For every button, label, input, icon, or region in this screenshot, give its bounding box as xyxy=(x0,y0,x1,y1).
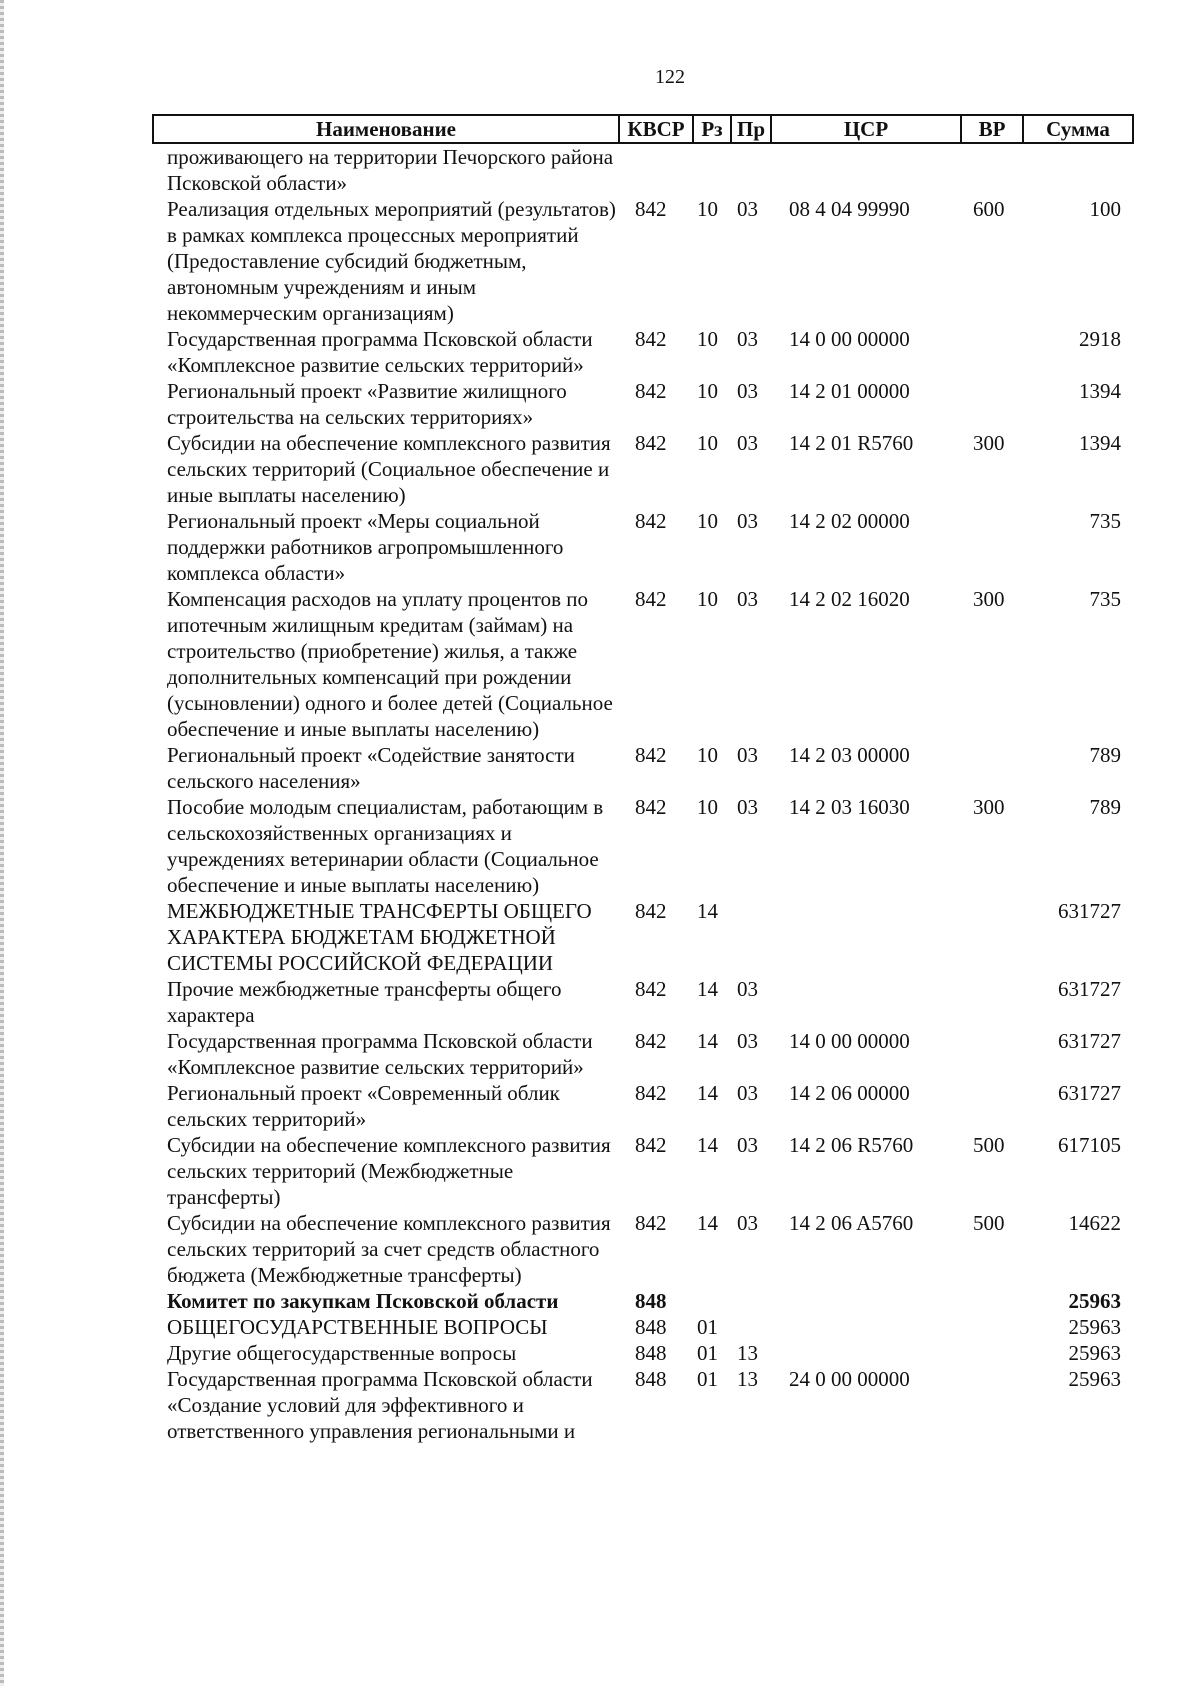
cell-pr: 03 xyxy=(737,1211,758,1235)
cell-pr xyxy=(731,143,771,196)
cell-vr xyxy=(961,143,1023,196)
cell-rz: 10 xyxy=(697,795,718,819)
header-pr: Пр xyxy=(731,115,771,143)
cell-sum: 25963 xyxy=(1068,1367,1121,1391)
cell-vr xyxy=(961,326,1023,378)
cell-name: Субсидии на обеспечение комплексного развития сельских территорий за счет средств областного бюджета (Межбюджетные трансферты) xyxy=(167,1211,611,1287)
header-sum: Сумма xyxy=(1023,115,1133,143)
cell-csr: 14 2 01 00000 xyxy=(789,379,910,403)
cell-kvsr: 842 xyxy=(635,197,667,221)
cell-name: Региональный проект «Современный облик сельских территорий» xyxy=(167,1081,560,1131)
cell-csr: 14 2 03 16030 xyxy=(789,795,910,819)
cell-name: Прочие межбюджетные трансферты общего характера xyxy=(167,977,562,1027)
cell-name: Компенсация расходов на уплату процентов по ипотечным жилищным кредитам (займам) на строительство (приобретение) жилья, а также дополнительных компенсаций при рождении (усыновлении) одного и более детей (Социальное обеспечение и иные выплаты населению) xyxy=(167,587,613,741)
header-kvsr: КВСР xyxy=(619,115,693,143)
cell-pr: 03 xyxy=(737,795,758,819)
cell-csr: 14 2 06 R5760 xyxy=(789,1133,914,1157)
table-row xyxy=(153,508,1133,586)
cell-vr: 500 xyxy=(973,1211,1005,1235)
cell-kvsr: 842 xyxy=(635,977,667,1001)
cell-name: Другие общегосударственные вопросы xyxy=(167,1341,517,1365)
cell-sum: 25963 xyxy=(1068,1315,1121,1339)
cell-sum: 631727 xyxy=(1058,1081,1121,1105)
header-csr: ЦСР xyxy=(771,115,961,143)
cell-sum: 631727 xyxy=(1058,977,1121,1001)
cell-csr xyxy=(771,1314,961,1340)
cell-vr: 300 xyxy=(973,431,1005,455)
header-rz: Рз xyxy=(693,115,731,143)
cell-vr xyxy=(961,508,1023,586)
cell-kvsr: 842 xyxy=(635,1133,667,1157)
cell-vr xyxy=(961,976,1023,1028)
cell-pr xyxy=(731,898,771,976)
cell-rz: 10 xyxy=(697,509,718,533)
cell-rz: 01 xyxy=(697,1341,718,1365)
table-row xyxy=(153,976,1133,1028)
table-row xyxy=(153,1366,1133,1444)
cell-sum: 631727 xyxy=(1058,899,1121,923)
table-row xyxy=(153,378,1133,430)
cell-pr: 03 xyxy=(737,1081,758,1105)
cell-csr: 14 2 06 A5760 xyxy=(789,1211,914,1235)
cell-name: Комитет по закупкам Псковской области xyxy=(167,1289,559,1313)
table-row xyxy=(153,143,1133,196)
cell-csr: 14 2 01 R5760 xyxy=(789,431,914,455)
cell-rz: 01 xyxy=(697,1315,718,1339)
cell-pr: 03 xyxy=(737,587,758,611)
header-name: Наименование xyxy=(153,115,619,143)
cell-kvsr: 848 xyxy=(635,1341,667,1365)
cell-rz: 10 xyxy=(697,431,718,455)
cell-pr: 03 xyxy=(737,1029,758,1053)
cell-vr: 300 xyxy=(973,795,1005,819)
cell-sum: 1394 xyxy=(1079,379,1121,403)
cell-kvsr: 842 xyxy=(635,509,667,533)
cell-sum: 789 xyxy=(1089,743,1121,767)
cell-kvsr: 842 xyxy=(635,743,667,767)
cell-kvsr: 842 xyxy=(635,899,667,923)
cell-rz: 10 xyxy=(697,327,718,351)
cell-csr: 14 0 00 00000 xyxy=(789,327,910,351)
table-row xyxy=(153,1314,1133,1340)
cell-name: Государственная программа Псковской области «Создание условий для эффективного и ответственного управления региональными и xyxy=(167,1367,593,1443)
cell-sum: 100 xyxy=(1089,197,1121,221)
cell-csr: 14 2 02 00000 xyxy=(789,509,910,533)
cell-kvsr: 842 xyxy=(635,1029,667,1053)
table-row xyxy=(153,1080,1133,1132)
cell-rz: 10 xyxy=(697,587,718,611)
cell-sum: 25963 xyxy=(1068,1289,1121,1313)
cell-pr xyxy=(731,1314,771,1340)
cell-name: Государственная программа Псковской области «Комплексное развитие сельских территорий» xyxy=(167,327,593,377)
cell-rz: 10 xyxy=(697,197,718,221)
table-row xyxy=(153,196,1133,326)
cell-csr: 14 2 02 16020 xyxy=(789,587,910,611)
cell-csr xyxy=(771,1288,961,1314)
cell-pr: 03 xyxy=(737,197,758,221)
cell-pr: 13 xyxy=(737,1341,758,1365)
table-header-row xyxy=(153,115,1133,143)
cell-kvsr: 842 xyxy=(635,379,667,403)
cell-rz: 01 xyxy=(697,1367,718,1391)
cell-name: Государственная программа Псковской области «Комплексное развитие сельских территорий» xyxy=(167,1029,593,1079)
cell-kvsr: 842 xyxy=(635,1081,667,1105)
cell-rz xyxy=(693,1288,731,1314)
table-row xyxy=(153,430,1133,508)
table-row xyxy=(153,1210,1133,1288)
cell-sum: 2918 xyxy=(1079,327,1121,351)
cell-kvsr: 848 xyxy=(635,1315,667,1339)
cell-vr xyxy=(961,378,1023,430)
cell-sum: 735 xyxy=(1089,509,1121,533)
table-row xyxy=(153,794,1133,898)
table-row xyxy=(153,1288,1133,1314)
cell-pr: 03 xyxy=(737,509,758,533)
cell-pr: 03 xyxy=(737,327,758,351)
cell-name: Региональный проект «Содействие занятости сельского населения» xyxy=(167,743,575,793)
table-row xyxy=(153,1028,1133,1080)
table-row xyxy=(153,1132,1133,1210)
cell-csr xyxy=(771,976,961,1028)
cell-sum: 617105 xyxy=(1058,1133,1121,1157)
cell-vr xyxy=(961,1080,1023,1132)
table-row xyxy=(153,898,1133,976)
cell-pr xyxy=(731,1288,771,1314)
cell-vr xyxy=(961,1028,1023,1080)
cell-pr: 03 xyxy=(737,379,758,403)
table-body xyxy=(153,143,1133,1444)
cell-csr xyxy=(771,1340,961,1366)
cell-kvsr: 842 xyxy=(635,795,667,819)
cell-rz: 14 xyxy=(697,1081,718,1105)
cell-name: Пособие молодым специалистам, работающим в сельскохозяйственных организациях и учреждениях ветеринарии области (Социальное обеспечение и иные выплаты населению) xyxy=(167,795,604,897)
cell-name: Региональный проект «Развитие жилищного строительства на сельских территориях» xyxy=(167,379,567,429)
cell-rz: 14 xyxy=(697,1029,718,1053)
cell-pr: 03 xyxy=(737,977,758,1001)
cell-kvsr: 842 xyxy=(635,1211,667,1235)
budget-table xyxy=(152,114,1134,1444)
cell-vr xyxy=(961,1366,1023,1444)
cell-rz: 14 xyxy=(697,977,718,1001)
header-vr: ВР xyxy=(961,115,1023,143)
cell-sum xyxy=(1023,143,1133,196)
cell-csr: 08 4 04 99990 xyxy=(789,197,910,221)
cell-name: ОБЩЕГОСУДАРСТВЕННЫЕ ВОПРОСЫ xyxy=(167,1315,548,1339)
cell-kvsr xyxy=(619,143,693,196)
cell-rz: 10 xyxy=(697,743,718,767)
cell-sum: 789 xyxy=(1089,795,1121,819)
cell-vr xyxy=(961,1288,1023,1314)
cell-vr: 500 xyxy=(973,1133,1005,1157)
table-row xyxy=(153,742,1133,794)
cell-csr xyxy=(771,143,961,196)
cell-name: МЕЖБЮДЖЕТНЫЕ ТРАНСФЕРТЫ ОБЩЕГО ХАРАКТЕРА БЮДЖЕТАМ БЮДЖЕТНОЙ СИСТЕМЫ РОССИЙСКОЙ ФЕДЕРАЦИИ xyxy=(167,899,592,975)
cell-sum: 631727 xyxy=(1058,1029,1121,1053)
cell-csr: 14 2 06 00000 xyxy=(789,1081,910,1105)
cell-vr xyxy=(961,1314,1023,1340)
cell-pr: 13 xyxy=(737,1367,758,1391)
cell-vr: 600 xyxy=(973,197,1005,221)
cell-pr: 03 xyxy=(737,431,758,455)
cell-csr: 14 2 03 00000 xyxy=(789,743,910,767)
scan-edge xyxy=(0,0,4,1686)
table-row xyxy=(153,326,1133,378)
cell-pr: 03 xyxy=(737,1133,758,1157)
cell-sum: 25963 xyxy=(1068,1341,1121,1365)
cell-vr xyxy=(961,742,1023,794)
cell-csr xyxy=(771,898,961,976)
page-number: 122 xyxy=(655,66,685,88)
cell-rz xyxy=(693,143,731,196)
table-row xyxy=(153,586,1133,742)
cell-name: Субсидии на обеспечение комплексного развития сельских территорий (Межбюджетные трансферты) xyxy=(167,1133,611,1209)
cell-csr: 14 0 00 00000 xyxy=(789,1029,910,1053)
cell-name: Субсидии на обеспечение комплексного развития сельских территорий (Социальное обеспечение и иные выплаты населению) xyxy=(167,431,611,507)
cell-name: Реализация отдельных мероприятий (результатов) в рамках комплекса процессных мероприятий (Предоставление субсидий бюджетным, автономным учреждениям и иным некоммерческим организациям) xyxy=(167,197,616,325)
cell-kvsr: 848 xyxy=(635,1367,667,1391)
cell-pr: 03 xyxy=(737,743,758,767)
cell-name: проживающего на территории Печорского района Псковской области» xyxy=(167,145,614,195)
cell-sum: 735 xyxy=(1089,587,1121,611)
cell-vr xyxy=(961,898,1023,976)
cell-kvsr: 842 xyxy=(635,587,667,611)
cell-sum: 14622 xyxy=(1068,1211,1121,1235)
cell-csr: 24 0 00 00000 xyxy=(789,1367,910,1391)
cell-rz: 14 xyxy=(697,1133,718,1157)
cell-vr xyxy=(961,1340,1023,1366)
cell-name: Региональный проект «Меры социальной поддержки работников агропромышленного комплекса области» xyxy=(167,509,564,585)
cell-kvsr: 848 xyxy=(635,1289,667,1313)
cell-rz: 14 xyxy=(697,1211,718,1235)
table-row xyxy=(153,1340,1133,1366)
cell-kvsr: 842 xyxy=(635,327,667,351)
cell-sum: 1394 xyxy=(1079,431,1121,455)
cell-kvsr: 842 xyxy=(635,431,667,455)
cell-rz: 14 xyxy=(697,899,718,923)
cell-vr: 300 xyxy=(973,587,1005,611)
cell-rz: 10 xyxy=(697,379,718,403)
